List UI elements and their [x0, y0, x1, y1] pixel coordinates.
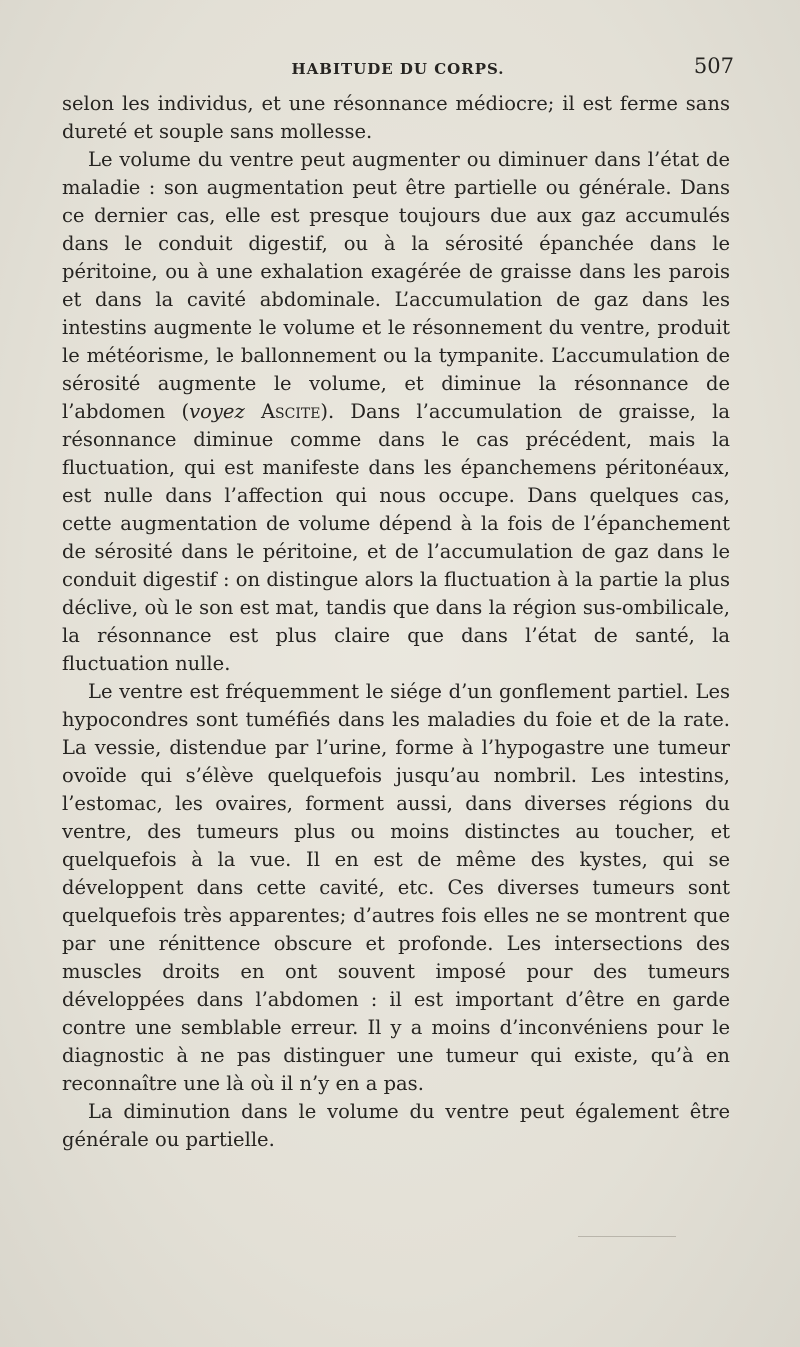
paragraph-2: [62, 146, 730, 678]
running-title: HABITUDE DU CORPS.: [291, 60, 505, 78]
page-header: [62, 54, 734, 82]
paragraph-2-text-after: ). Dans l’accumulation de graisse, la résonnance diminue comme dans le cas précédent, mais la fluctuation, qui est manifeste dans les épanchemens péritonéaux, est nulle dans l’affection qui nous occupe. Dans quelques cas, cette augmentation de volume dépend à la fois de l’épanchement de sérosité dans le péritoine, et de l’accumulation de gaz dans le conduit digestif : on distingue alors la fluctuation à la partie la plus déclive, où le son est mat, tandis que dans la région sus-ombilicale, la résonnance est plus claire que dans l’état de santé, la fluctuation nulle.: [62, 400, 730, 675]
page-number: 507: [693, 54, 734, 78]
paragraph-2-text: Le volume du ventre peut augmenter ou diminuer dans l’état de maladie : son augmentation peut être partielle ou générale. Dans ce dernier cas, elle est presque toujours due aux gaz accumulés dans le conduit digestif, ou à la sérosité épanchée dans le péritoine, ou à une exhalation exagérée de graisse dans les parois et dans la cavité abdominale. L’accumulation de gaz dans les intestins augmente le volume et le résonnement du ventre, produit le météorisme, le ballonnement ou la tympanite. L’accumulation de sérosité augmente le volume, et diminue la résonnance de l’abdomen (: [62, 148, 730, 423]
paragraph-4: La diminution dans le volume du ventre peut également être générale ou partielle.: [62, 1100, 730, 1151]
voyez-reference: voyez: [189, 400, 245, 423]
paragraph-3: Le ventre est fréquemment le siége d’un gonflement partiel. Les hypocondres sont tuméfiés dans les maladies du foie et de la rate. La vessie, distendue par l’urine, forme à l’hypogastre une tumeur ovoïde qui s’élève quelquefois jusqu’au nombril. Les intestins, l’estomac, les ovaires, forment aussi, dans diverses régions du ventre, des tumeurs plus ou moins distinctes au toucher, et quelquefois à la vue. Il en est de même des kystes, qui se développent dans cette cavité, etc. Ces diverses tumeurs sont quelquefois très apparentes; d’autres fois elles ne se montrent que par une rénittence obscure et profonde. Les intersections des muscles droits en ont souvent imposé pour des tumeurs développées dans l’abdomen : il est important d’être en garde contre une semblable erreur. Il y a moins d’inconvéniens pour le diagnostic à ne pas distinguer une tumeur qui existe, qu’à en reconnaître une là où il n’y en a pas.: [62, 680, 730, 1095]
ink-mark: [578, 1220, 676, 1237]
body-text: [62, 90, 730, 1154]
paragraph-1: selon les individus, et une résonnance médiocre; il est ferme sans dureté et souple sans mollesse.: [62, 92, 730, 143]
ascite-reference: Ascite: [260, 400, 321, 423]
